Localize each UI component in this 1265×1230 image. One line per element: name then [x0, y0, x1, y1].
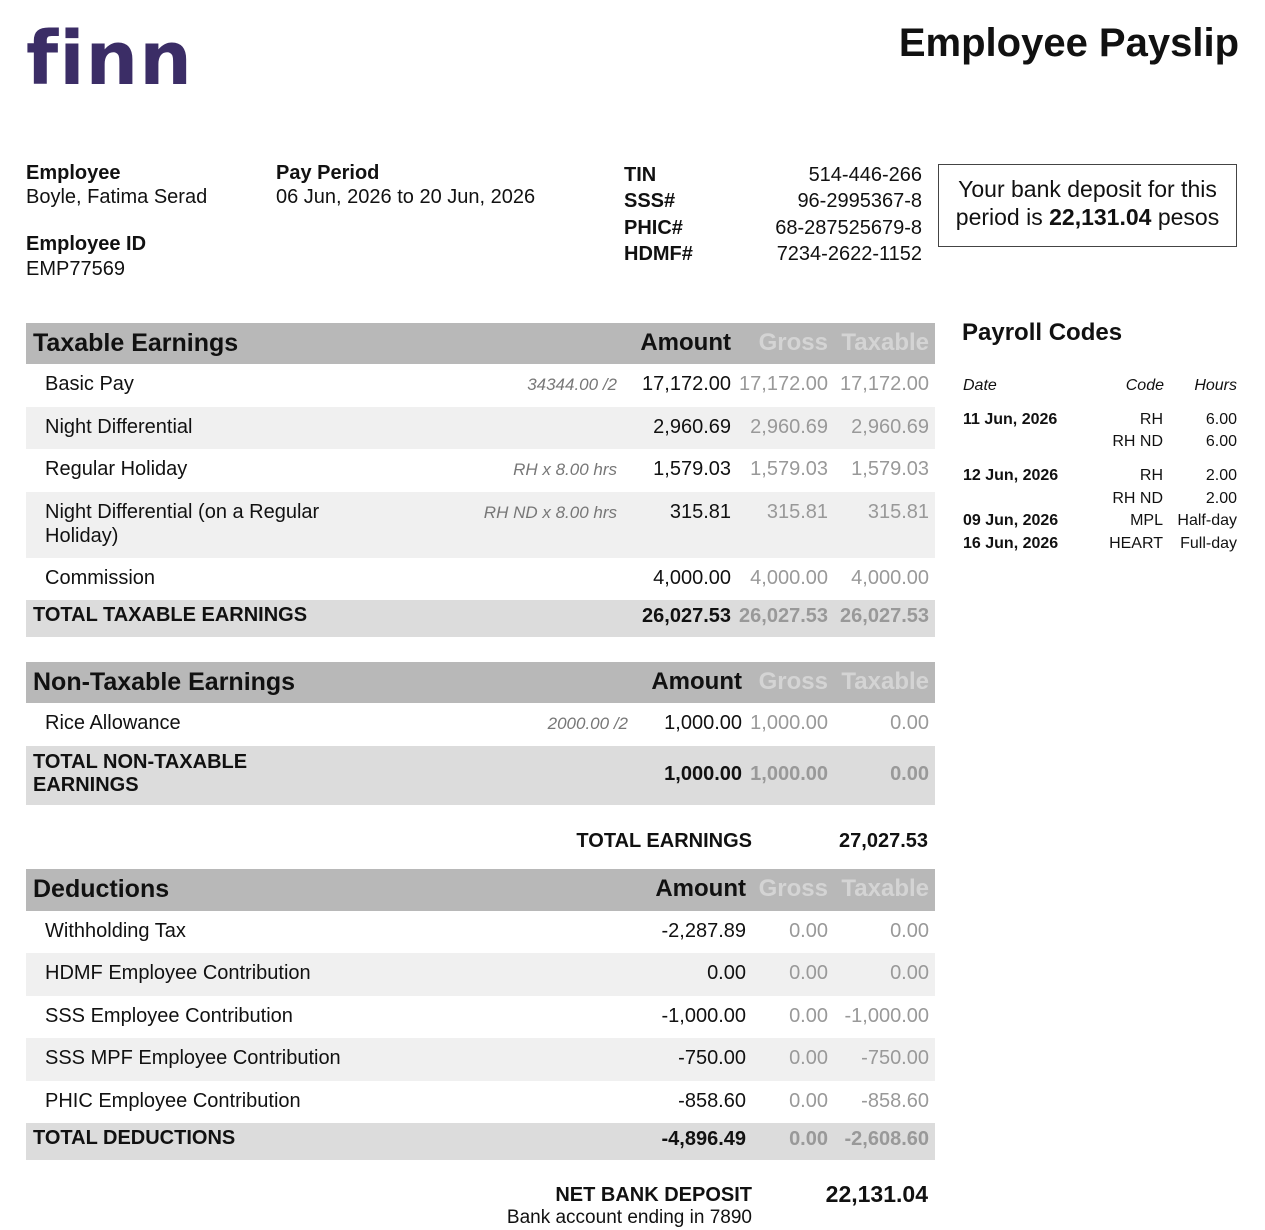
- id-label: PHIC#: [624, 216, 683, 239]
- row-name: Rice Allowance: [45, 712, 181, 734]
- row-gross: 17,172.00: [739, 373, 828, 395]
- row-amount: -1,000.00: [661, 1005, 746, 1027]
- section-title: Deductions: [33, 875, 170, 903]
- total-row: [26, 746, 935, 805]
- deposit-notice: [938, 164, 1237, 247]
- row-gross: 0.00: [789, 1005, 828, 1027]
- date-column-header: Date: [963, 377, 997, 394]
- id-row-hdmf: [624, 242, 922, 269]
- net-deposit-label: NET BANK DEPOSIT: [555, 1184, 752, 1206]
- section-title: Taxable Earnings: [33, 329, 239, 357]
- amount-column-header: Amount: [651, 668, 742, 695]
- code-date: 16 Jun, 2026: [963, 535, 1059, 552]
- row-taxable: 0.00: [890, 962, 929, 984]
- amount-column-header: Amount: [655, 875, 746, 902]
- row-note: RH ND x 8.00 hrs: [483, 503, 617, 522]
- row-name: Commission: [45, 567, 156, 589]
- code-hours: Full-day: [1180, 535, 1237, 552]
- table-row: [26, 364, 935, 407]
- code-value: HEART: [1109, 535, 1163, 552]
- employee-id: EMP77569: [26, 258, 125, 280]
- total-earnings-amount: 27,027.53: [839, 830, 928, 852]
- taxable-column-header: Taxable: [841, 668, 929, 695]
- row-name: Basic Pay: [45, 373, 134, 395]
- row-name: SSS MPF Employee Contribution: [45, 1047, 341, 1069]
- table-row: [26, 558, 935, 600]
- row-gross: 0.00: [789, 1090, 828, 1112]
- code-date: 12 Jun, 2026: [963, 467, 1059, 484]
- code-date: 09 Jun, 2026: [963, 512, 1059, 529]
- row-taxable: 17,172.00: [840, 373, 929, 395]
- section-header: [26, 323, 935, 364]
- row-amount: 1,579.03: [653, 458, 731, 480]
- id-label: SSS#: [624, 190, 676, 213]
- table-row: [26, 407, 935, 449]
- row-gross: 0.00: [789, 1047, 828, 1069]
- total-amount: 1,000.00: [664, 763, 742, 785]
- id-label: TIN: [624, 163, 657, 186]
- id-value: 7234-2622-1152: [776, 243, 922, 266]
- code-hours: 6.00: [1205, 433, 1237, 450]
- gross-column-header: Gross: [758, 668, 828, 695]
- id-value: 96-2995367-8: [797, 190, 922, 213]
- net-deposit-amount: 22,131.04: [825, 1181, 928, 1207]
- row-gross: 1,000.00: [750, 712, 828, 734]
- government-ids: [624, 162, 922, 268]
- row-name: Night Differential (on a Regular Holiday): [45, 501, 320, 547]
- code-value: RH: [1139, 467, 1163, 484]
- id-value: 514-446-266: [808, 163, 922, 186]
- row-taxable: 0.00: [890, 712, 929, 734]
- row-amount: 0.00: [707, 962, 746, 984]
- code-hours: 2.00: [1205, 467, 1237, 484]
- row-taxable: -750.00: [861, 1047, 929, 1069]
- code-hours: 6.00: [1205, 411, 1237, 428]
- row-gross: 0.00: [789, 962, 828, 984]
- id-row-tin: [624, 162, 922, 189]
- employee-name: Boyle, Fatima Serad: [26, 186, 208, 208]
- section-header: [26, 662, 935, 703]
- row-name: Night Differential: [45, 416, 193, 438]
- total-gross: 1,000.00: [750, 763, 828, 785]
- hours-column-header: Hours: [1194, 377, 1237, 394]
- total-label: TOTAL NON-TAXABLE EARNINGS: [33, 751, 248, 796]
- total-gross: 0.00: [789, 1128, 828, 1150]
- table-row: [26, 449, 935, 492]
- id-row-phic: [624, 215, 922, 242]
- row-taxable: 315.81: [867, 501, 929, 523]
- deposit-prefix: Your bank deposit for this period is: [955, 176, 1217, 230]
- row-name: Regular Holiday: [45, 458, 188, 480]
- table-row: [26, 996, 935, 1038]
- total-taxable: -2,608.60: [844, 1128, 929, 1150]
- pay-period: 06 Jun, 2026 to 20 Jun, 2026: [276, 186, 536, 208]
- deductions-section: [26, 869, 935, 1160]
- table-row: [26, 1081, 935, 1123]
- row-gross: 2,960.69: [750, 416, 828, 438]
- pay-period-label: Pay Period: [276, 162, 380, 184]
- code-value: RH: [1139, 411, 1163, 428]
- row-amount: 17,172.00: [642, 373, 731, 395]
- total-label: TOTAL DEDUCTIONS: [33, 1127, 236, 1149]
- total-earnings-label: TOTAL EARNINGS: [576, 830, 752, 852]
- total-row: [26, 1123, 935, 1160]
- employee-id-label: Employee ID: [26, 233, 147, 255]
- table-row: [26, 953, 935, 996]
- table-row: [26, 492, 935, 558]
- table-row: [26, 1038, 935, 1081]
- code-column-header: Code: [1125, 377, 1164, 394]
- total-label: TOTAL TAXABLE EARNINGS: [33, 604, 308, 626]
- total-row: [26, 600, 935, 637]
- deposit-amount: 22,131.04: [1049, 204, 1152, 230]
- table-row: [26, 703, 935, 746]
- taxable-earnings-section: [26, 323, 935, 637]
- bank-account-note: Bank account ending in 7890: [506, 1207, 752, 1228]
- row-taxable: -1,000.00: [844, 1005, 929, 1027]
- total-taxable: 0.00: [890, 763, 929, 785]
- code-hours: Half-day: [1177, 512, 1237, 529]
- code-value: RH ND: [1112, 433, 1163, 450]
- row-note: 2000.00 /2: [547, 714, 628, 733]
- total-amount: 26,027.53: [642, 605, 731, 627]
- row-note: 34344.00 /2: [527, 375, 617, 394]
- taxable-column-header: Taxable: [841, 329, 929, 356]
- id-row-sss: [624, 189, 922, 216]
- employee-label: Employee: [26, 162, 121, 184]
- row-name: SSS Employee Contribution: [45, 1005, 293, 1027]
- company-logo: finn: [26, 16, 193, 102]
- row-name: PHIC Employee Contribution: [45, 1090, 301, 1112]
- row-gross: 1,579.03: [750, 458, 828, 480]
- deposit-suffix: pesos: [1157, 204, 1220, 230]
- row-amount: 315.81: [669, 501, 731, 523]
- row-amount: -858.60: [678, 1090, 746, 1112]
- payroll-codes-title: Payroll Codes: [962, 319, 1123, 346]
- row-name: Withholding Tax: [45, 920, 186, 942]
- non-taxable-earnings-section: [26, 662, 935, 805]
- row-taxable: 2,960.69: [851, 416, 929, 438]
- code-date: 11 Jun, 2026: [963, 411, 1058, 428]
- table-row: [26, 911, 935, 953]
- page-title: Employee Payslip: [898, 21, 1239, 65]
- code-value: RH ND: [1112, 490, 1163, 507]
- total-taxable: 26,027.53: [840, 605, 929, 627]
- row-amount: -2,287.89: [661, 920, 746, 942]
- row-gross: 4,000.00: [750, 567, 828, 589]
- section-title: Non-Taxable Earnings: [33, 668, 296, 696]
- row-taxable: -858.60: [861, 1090, 929, 1112]
- row-note: RH x 8.00 hrs: [513, 460, 617, 479]
- row-amount: -750.00: [678, 1047, 746, 1069]
- code-hours: 2.00: [1205, 490, 1237, 507]
- row-gross: 0.00: [789, 920, 828, 942]
- gross-column-header: Gross: [758, 329, 828, 356]
- amount-column-header: Amount: [640, 329, 731, 356]
- id-label: HDMF#: [624, 243, 693, 266]
- row-taxable: 1,579.03: [851, 458, 929, 480]
- id-value: 68-287525679-8: [775, 216, 922, 239]
- taxable-column-header: Taxable: [841, 875, 929, 902]
- gross-column-header: Gross: [758, 875, 828, 902]
- row-taxable: 4,000.00: [851, 567, 929, 589]
- total-gross: 26,027.53: [739, 605, 828, 627]
- section-header: [26, 869, 935, 911]
- row-gross: 315.81: [766, 501, 828, 523]
- row-name: HDMF Employee Contribution: [45, 962, 311, 984]
- row-taxable: 0.00: [890, 920, 929, 942]
- row-amount: 4,000.00: [653, 567, 731, 589]
- row-amount: 1,000.00: [664, 712, 742, 734]
- total-amount: -4,896.49: [661, 1128, 746, 1150]
- row-amount: 2,960.69: [653, 416, 731, 438]
- code-value: MPL: [1130, 512, 1163, 529]
